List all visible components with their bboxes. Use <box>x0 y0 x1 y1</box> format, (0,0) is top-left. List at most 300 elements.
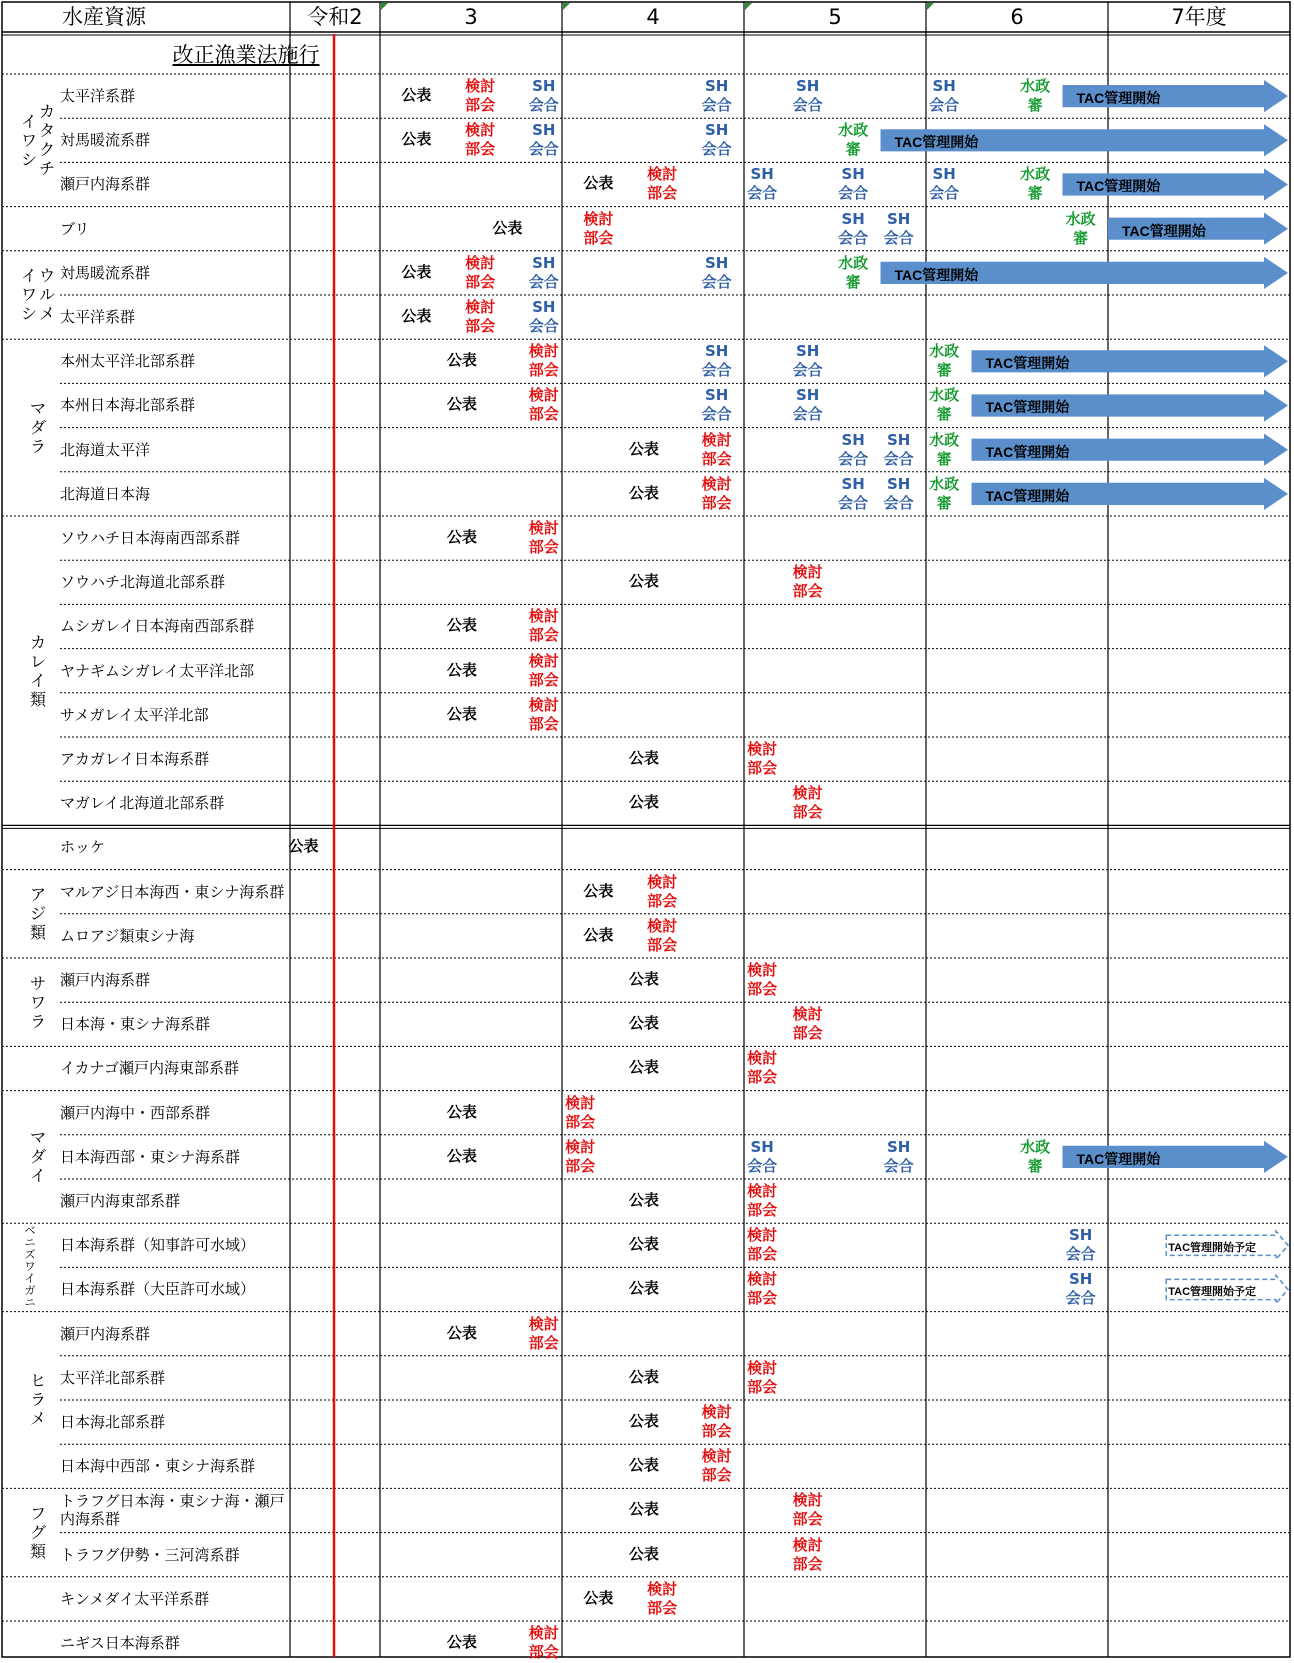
review-label-line: 部会 <box>583 228 614 247</box>
sh-label-line: SH <box>796 386 820 405</box>
sh-label-line: SH <box>705 253 729 272</box>
review-label-line: 部会 <box>528 361 559 380</box>
sh-meeting-event <box>744 1138 780 1176</box>
resource-name: 太平洋系群 <box>60 308 136 327</box>
review-label-line: 部会 <box>792 582 823 601</box>
sh-meeting-event <box>790 77 826 115</box>
review-meeting-event <box>699 475 735 513</box>
suisei-council-event <box>835 121 871 159</box>
review-meeting-event <box>790 784 826 822</box>
sh-label-line: 会合 <box>838 493 869 512</box>
sh-label-line: 会合 <box>1065 1245 1096 1264</box>
tac-label: TAC管理開始 <box>1076 178 1161 195</box>
review-label-line: 検討 <box>747 1049 778 1068</box>
sh-label-line: SH <box>532 121 556 140</box>
category-label <box>8 1223 52 1311</box>
review-label-line: 検討 <box>792 784 823 803</box>
review-label-line: 部会 <box>565 1112 596 1131</box>
public-label: 公表 <box>446 395 477 414</box>
category-char: チ <box>39 159 56 179</box>
category-char: ダ <box>29 418 46 438</box>
sh-label-line: 会合 <box>1065 1289 1096 1308</box>
category-label <box>16 1312 60 1489</box>
sh-label-line: SH <box>532 253 556 272</box>
suisei-council-event <box>835 254 871 292</box>
suisei-label-line: 水政 <box>838 121 869 140</box>
public-label: 公表 <box>628 1058 659 1077</box>
public-label: 公表 <box>492 218 523 237</box>
resource-name: 日本海系群（大臣許可水域） <box>60 1280 256 1299</box>
review-meeting-event <box>699 431 735 469</box>
public-label: 公表 <box>628 1500 659 1519</box>
review-label-line: 部会 <box>747 1068 778 1087</box>
category-char: タ <box>39 121 56 141</box>
review-label-line: 検討 <box>528 342 559 361</box>
review-label-line: 部会 <box>747 980 778 998</box>
sh-meeting-event <box>699 342 735 380</box>
suisei-label-line: 水政 <box>1020 1137 1051 1156</box>
sh-label-line: 会合 <box>701 361 732 380</box>
review-label-line: 検討 <box>528 1624 559 1642</box>
public-event <box>626 1500 662 1519</box>
sh-label-line: 会合 <box>528 140 559 159</box>
review-label-line: 検討 <box>647 1579 678 1598</box>
category-char: イ <box>20 111 37 131</box>
suisei-council-event <box>1017 77 1053 115</box>
review-label-line: 部会 <box>465 272 496 291</box>
category-char: ラ <box>29 437 46 457</box>
review-meeting-event <box>790 1536 826 1574</box>
category-label <box>16 74 60 207</box>
public-event <box>580 1589 616 1608</box>
category-label <box>16 870 60 958</box>
sh-label-line: 会合 <box>838 184 869 203</box>
sh-label-line: SH <box>932 77 956 95</box>
category-char: ウ <box>39 266 56 286</box>
resource-name: 太平洋系群 <box>60 87 136 106</box>
public-label: 公表 <box>628 1014 659 1033</box>
sh-label-line: SH <box>796 342 820 361</box>
public-event <box>444 528 480 547</box>
sh-label-line: SH <box>1069 1270 1093 1289</box>
sh-label-line: 会合 <box>883 493 914 512</box>
review-meeting-event <box>526 652 562 690</box>
header-year: 7年度 <box>1171 5 1227 29</box>
header-year: 4 <box>646 5 660 29</box>
tac-label: TAC管理開始 <box>985 399 1070 416</box>
public-event <box>626 749 662 768</box>
sh-label-line: SH <box>841 209 865 228</box>
sh-meeting-event <box>526 77 562 115</box>
public-event <box>398 130 434 149</box>
review-label-line: 部会 <box>528 1643 559 1661</box>
resource-name: ヤナギムシガレイ太平洋北部 <box>60 661 255 680</box>
category-label <box>16 958 60 1046</box>
header-year: 6 <box>1010 5 1024 29</box>
sh-meeting-event <box>526 121 562 159</box>
sh-label-line: SH <box>887 474 911 493</box>
review-meeting-event <box>644 1580 680 1618</box>
public-label: 公表 <box>288 837 319 856</box>
public-event <box>444 616 480 635</box>
public-event <box>444 661 480 680</box>
public-event <box>626 1235 662 1254</box>
public-label: 公表 <box>446 660 477 679</box>
sh-label-line: SH <box>750 1137 774 1156</box>
resource-name: マルアジ日本海西・東シナ海系群 <box>60 882 285 901</box>
resource-name: マガレイ北海道北部系群 <box>60 794 225 813</box>
resource-name: サメガレイ太平洋北部 <box>60 705 209 724</box>
resource-name: ニギス日本海系群 <box>60 1634 180 1653</box>
public-event <box>626 572 662 591</box>
review-label-line: 検討 <box>565 1093 596 1112</box>
resource-name: ブリ <box>60 219 90 238</box>
category-char: イ <box>29 670 46 690</box>
sh-meeting-event <box>1063 1226 1099 1264</box>
suisei-council-event <box>926 431 962 469</box>
public-label: 公表 <box>628 793 659 812</box>
sh-meeting-event <box>699 254 735 292</box>
public-label: 公表 <box>583 881 614 900</box>
public-event <box>489 219 525 238</box>
review-label-line: 検討 <box>701 1403 732 1421</box>
header-year: 5 <box>828 5 842 29</box>
public-label: 公表 <box>628 1412 659 1430</box>
resource-name: 日本海北部系群 <box>60 1413 166 1432</box>
public-event <box>626 1368 662 1387</box>
public-label: 公表 <box>628 439 659 458</box>
resource-name: 日本海・東シナ海系群 <box>60 1015 211 1034</box>
sh-label-line: 会合 <box>929 96 960 114</box>
sh-label-line: SH <box>887 209 911 228</box>
suisei-label-line: 審 <box>936 405 952 424</box>
public-label: 公表 <box>583 925 614 944</box>
sh-label-line: 会合 <box>701 96 732 114</box>
review-label-line: 検討 <box>792 563 823 582</box>
sh-meeting-event <box>790 342 826 380</box>
sh-label-line: 会合 <box>528 96 559 114</box>
header-year: 3 <box>464 5 478 29</box>
public-label: 公表 <box>628 1456 659 1475</box>
header-resource: 水産資源 <box>62 5 146 29</box>
review-meeting-event <box>462 298 498 336</box>
review-label-line: 部会 <box>792 1024 823 1043</box>
suisei-council-event <box>1017 165 1053 203</box>
sh-label-line: SH <box>841 474 865 493</box>
category-char: ク <box>39 140 56 160</box>
review-label-line: 部会 <box>747 759 778 777</box>
review-meeting-event <box>699 1403 735 1441</box>
category-label <box>16 339 60 516</box>
review-label-line: 検討 <box>528 607 559 626</box>
sh-meeting-event <box>699 77 735 115</box>
sh-meeting-event <box>881 210 917 248</box>
review-meeting-event <box>644 165 680 203</box>
review-meeting-event <box>462 121 498 159</box>
review-meeting-event <box>790 563 826 601</box>
category-char: ズ <box>24 1248 36 1262</box>
category-char: 類 <box>29 689 46 709</box>
header-year: 令和2 <box>307 5 363 29</box>
category-char: ラ <box>29 1011 46 1031</box>
review-label-line: 検討 <box>647 872 678 891</box>
category-label <box>16 1488 60 1576</box>
category-char: シ <box>20 304 37 324</box>
category-char: ダ <box>29 1147 46 1167</box>
sh-label-line: 会合 <box>883 449 914 468</box>
category-char: ワ <box>20 285 37 305</box>
sh-meeting-event <box>881 1138 917 1176</box>
sh-label-line: 会合 <box>883 228 914 247</box>
public-event <box>444 705 480 724</box>
suisei-label-line: 審 <box>936 449 952 468</box>
review-label-line: 検討 <box>747 961 778 979</box>
review-label-line: 部会 <box>747 1377 778 1396</box>
review-label-line: 検討 <box>528 386 559 405</box>
public-label: 公表 <box>628 1544 659 1563</box>
category-label <box>16 251 60 339</box>
public-label: 公表 <box>628 1235 659 1254</box>
resource-name: 瀬戸内海中・西部系群 <box>60 1103 211 1122</box>
sh-label-line: 会合 <box>701 272 732 291</box>
public-label: 公表 <box>628 970 659 988</box>
review-label-line: 部会 <box>528 714 559 733</box>
category-char: マ <box>29 1128 46 1148</box>
resource-name: 日本海系群（知事許可水域） <box>60 1236 256 1255</box>
review-label-line: 部会 <box>647 1598 678 1617</box>
public-event <box>398 307 434 326</box>
resource-name: トラフグ日本海・東シナ海・瀬戸内海系群 <box>60 1492 285 1529</box>
public-event <box>580 882 616 901</box>
sh-label-line: SH <box>796 77 820 95</box>
review-label-line: 部会 <box>465 140 496 159</box>
review-label-line: 部会 <box>528 405 559 424</box>
sh-label-line: 会合 <box>838 228 869 247</box>
category-char: イ <box>24 1272 36 1286</box>
suisei-label-line: 水政 <box>929 430 960 449</box>
sh-meeting-event <box>1063 1270 1099 1308</box>
suisei-label-line: 水政 <box>929 474 960 493</box>
review-label-line: 部会 <box>792 1510 823 1529</box>
review-meeting-event <box>462 254 498 292</box>
public-event <box>444 1103 480 1122</box>
category-char: ニ <box>24 1296 36 1310</box>
public-event <box>626 1058 662 1077</box>
sh-meeting-event <box>790 386 826 424</box>
review-meeting-event <box>526 342 562 380</box>
public-label: 公表 <box>583 174 614 193</box>
sh-meeting-event <box>744 165 780 203</box>
category-char: フ <box>29 1504 46 1524</box>
category-char: マ <box>29 399 46 419</box>
sh-label-line: 会合 <box>747 184 778 203</box>
public-label: 公表 <box>401 262 432 281</box>
review-label-line: 検討 <box>583 209 614 228</box>
sh-label-line: SH <box>705 121 729 140</box>
review-label-line: 部会 <box>528 538 559 556</box>
public-event <box>398 86 434 105</box>
category-char: 類 <box>29 1542 46 1562</box>
tac-label: TAC管理開始 <box>985 443 1070 460</box>
review-label-line: 部会 <box>465 96 496 114</box>
sh-label-line: 会合 <box>929 184 960 203</box>
review-meeting-event <box>526 696 562 734</box>
sh-label-line: 会合 <box>883 1156 914 1175</box>
resource-name: 北海道太平洋 <box>60 440 151 459</box>
category-label <box>16 1091 60 1224</box>
category-char: サ <box>29 973 46 993</box>
tac-label: TAC管理開始 <box>1076 1150 1161 1167</box>
resource-name: 本州太平洋北部系群 <box>60 352 196 371</box>
review-label-line: 部会 <box>528 670 559 689</box>
review-label-line: 検討 <box>747 1270 778 1289</box>
public-label: 公表 <box>446 528 477 546</box>
resource-name: 太平洋北部系群 <box>60 1368 166 1387</box>
tac-label: TAC管理開始 <box>894 134 979 151</box>
review-label-line: 検討 <box>701 474 732 493</box>
public-label: 公表 <box>628 1279 659 1298</box>
review-label-line: 検討 <box>747 1358 778 1377</box>
sh-label-line: 会合 <box>792 405 823 424</box>
resource-name: 瀬戸内海系群 <box>60 175 151 194</box>
category-char: カ <box>39 102 56 122</box>
sh-label-line: SH <box>841 165 865 184</box>
suisei-label-line: 水政 <box>929 342 960 361</box>
category-char: ヒ <box>29 1371 46 1391</box>
suisei-label-line: 審 <box>1027 184 1043 203</box>
suisei-label-line: 審 <box>845 272 861 291</box>
category-char: ベ <box>24 1224 36 1238</box>
public-event <box>626 970 662 989</box>
sh-label-line: SH <box>750 165 774 184</box>
public-event <box>444 351 480 370</box>
review-label-line: 検討 <box>792 1005 823 1024</box>
public-event <box>580 174 616 193</box>
suisei-council-event <box>926 342 962 380</box>
suisei-label-line: 水政 <box>838 253 869 272</box>
review-label-line: 検討 <box>747 1182 778 1200</box>
review-label-line: 部会 <box>647 891 678 910</box>
review-label-line: 部会 <box>647 184 678 203</box>
public-event <box>626 1014 662 1033</box>
review-label-line: 部会 <box>465 317 496 335</box>
review-meeting-event <box>744 740 780 778</box>
review-meeting-event <box>790 1491 826 1529</box>
category-char: メ <box>29 1409 46 1429</box>
sh-label-line: SH <box>932 165 956 184</box>
category-label <box>16 516 60 825</box>
sh-label-line: SH <box>705 386 729 405</box>
sh-label-line: 会合 <box>747 1156 778 1175</box>
tac-label: TAC管理開始 <box>894 266 979 283</box>
sh-meeting-event <box>526 298 562 336</box>
review-label-line: 検討 <box>792 1491 823 1510</box>
review-label-line: 部会 <box>701 449 732 468</box>
suisei-label-line: 審 <box>845 140 861 159</box>
public-event <box>626 1279 662 1298</box>
review-meeting-event <box>526 386 562 424</box>
suisei-label-line: 水政 <box>1065 209 1096 228</box>
category-char: ワ <box>20 130 37 150</box>
category-char: グ <box>29 1523 46 1543</box>
category-char: メ <box>39 304 56 324</box>
review-label-line: 検討 <box>701 1447 732 1466</box>
review-label-line: 部会 <box>528 626 559 645</box>
review-label-line: 検討 <box>465 121 496 140</box>
review-meeting-event <box>562 1094 598 1132</box>
public-event <box>444 395 480 414</box>
sh-meeting-event <box>835 431 871 469</box>
tac-planned-label: TAC管理開始予定 <box>1168 1242 1257 1255</box>
review-meeting-event <box>744 1049 780 1087</box>
sh-label-line: 会合 <box>792 96 823 114</box>
public-event <box>626 1412 662 1431</box>
resource-name: ソウハチ北海道北部系群 <box>60 573 226 592</box>
enforcement-label: 改正漁業法施行 <box>172 43 320 67</box>
review-meeting-event <box>526 1315 562 1353</box>
public-label: 公表 <box>446 1323 477 1342</box>
sh-meeting-event <box>835 210 871 248</box>
public-label: 公表 <box>583 1588 614 1607</box>
review-meeting-event <box>526 519 562 557</box>
public-event <box>580 926 616 945</box>
category-char: ニ <box>24 1236 36 1250</box>
review-label-line: 部会 <box>528 1333 559 1352</box>
review-label-line: 検討 <box>528 519 559 537</box>
sh-label-line: SH <box>887 1137 911 1156</box>
sh-meeting-event <box>699 121 735 159</box>
review-label-line: 検討 <box>528 651 559 670</box>
tac-label: TAC管理開始 <box>985 355 1070 372</box>
public-label: 公表 <box>446 1633 477 1651</box>
category-char: ラ <box>29 1390 46 1410</box>
tac-planned-label: TAC管理開始予定 <box>1168 1286 1257 1299</box>
review-label-line: 検討 <box>528 695 559 714</box>
sh-meeting-event <box>926 165 962 203</box>
suisei-label-line: 審 <box>1027 1156 1043 1175</box>
review-label-line: 検討 <box>792 1535 823 1554</box>
resource-name: 本州日本海北部系群 <box>60 396 196 415</box>
resource-name: ムシガレイ日本海南西部系群 <box>60 617 255 636</box>
sh-label-line: SH <box>887 430 911 449</box>
suisei-label-line: 水政 <box>929 386 960 405</box>
category-char: シ <box>20 149 37 169</box>
sh-label-line: 会合 <box>838 449 869 468</box>
review-meeting-event <box>744 1270 780 1308</box>
suisei-label-line: 審 <box>936 361 952 380</box>
resource-name: 日本海中西部・東シナ海系群 <box>60 1457 256 1476</box>
public-event <box>626 1191 662 1210</box>
sh-meeting-event <box>526 254 562 292</box>
sh-label-line: SH <box>705 77 729 95</box>
sh-meeting-event <box>835 475 871 513</box>
resource-name: ムロアジ類東シナ海 <box>60 926 195 945</box>
public-event <box>444 1324 480 1343</box>
review-label-line: 部会 <box>747 1245 778 1264</box>
sh-meeting-event <box>699 386 735 424</box>
review-label-line: 部会 <box>647 935 678 954</box>
suisei-label-line: 水政 <box>1020 77 1051 95</box>
public-event <box>286 837 322 856</box>
review-label-line: 検討 <box>747 1226 778 1245</box>
resource-name: ホッケ <box>60 838 106 857</box>
review-meeting-event <box>744 1359 780 1397</box>
public-label: 公表 <box>446 1146 477 1165</box>
resource-name: 瀬戸内海系群 <box>60 971 151 990</box>
tac-label: TAC管理開始 <box>985 487 1070 504</box>
public-label: 公表 <box>446 704 477 723</box>
category-char: カ <box>29 632 46 652</box>
